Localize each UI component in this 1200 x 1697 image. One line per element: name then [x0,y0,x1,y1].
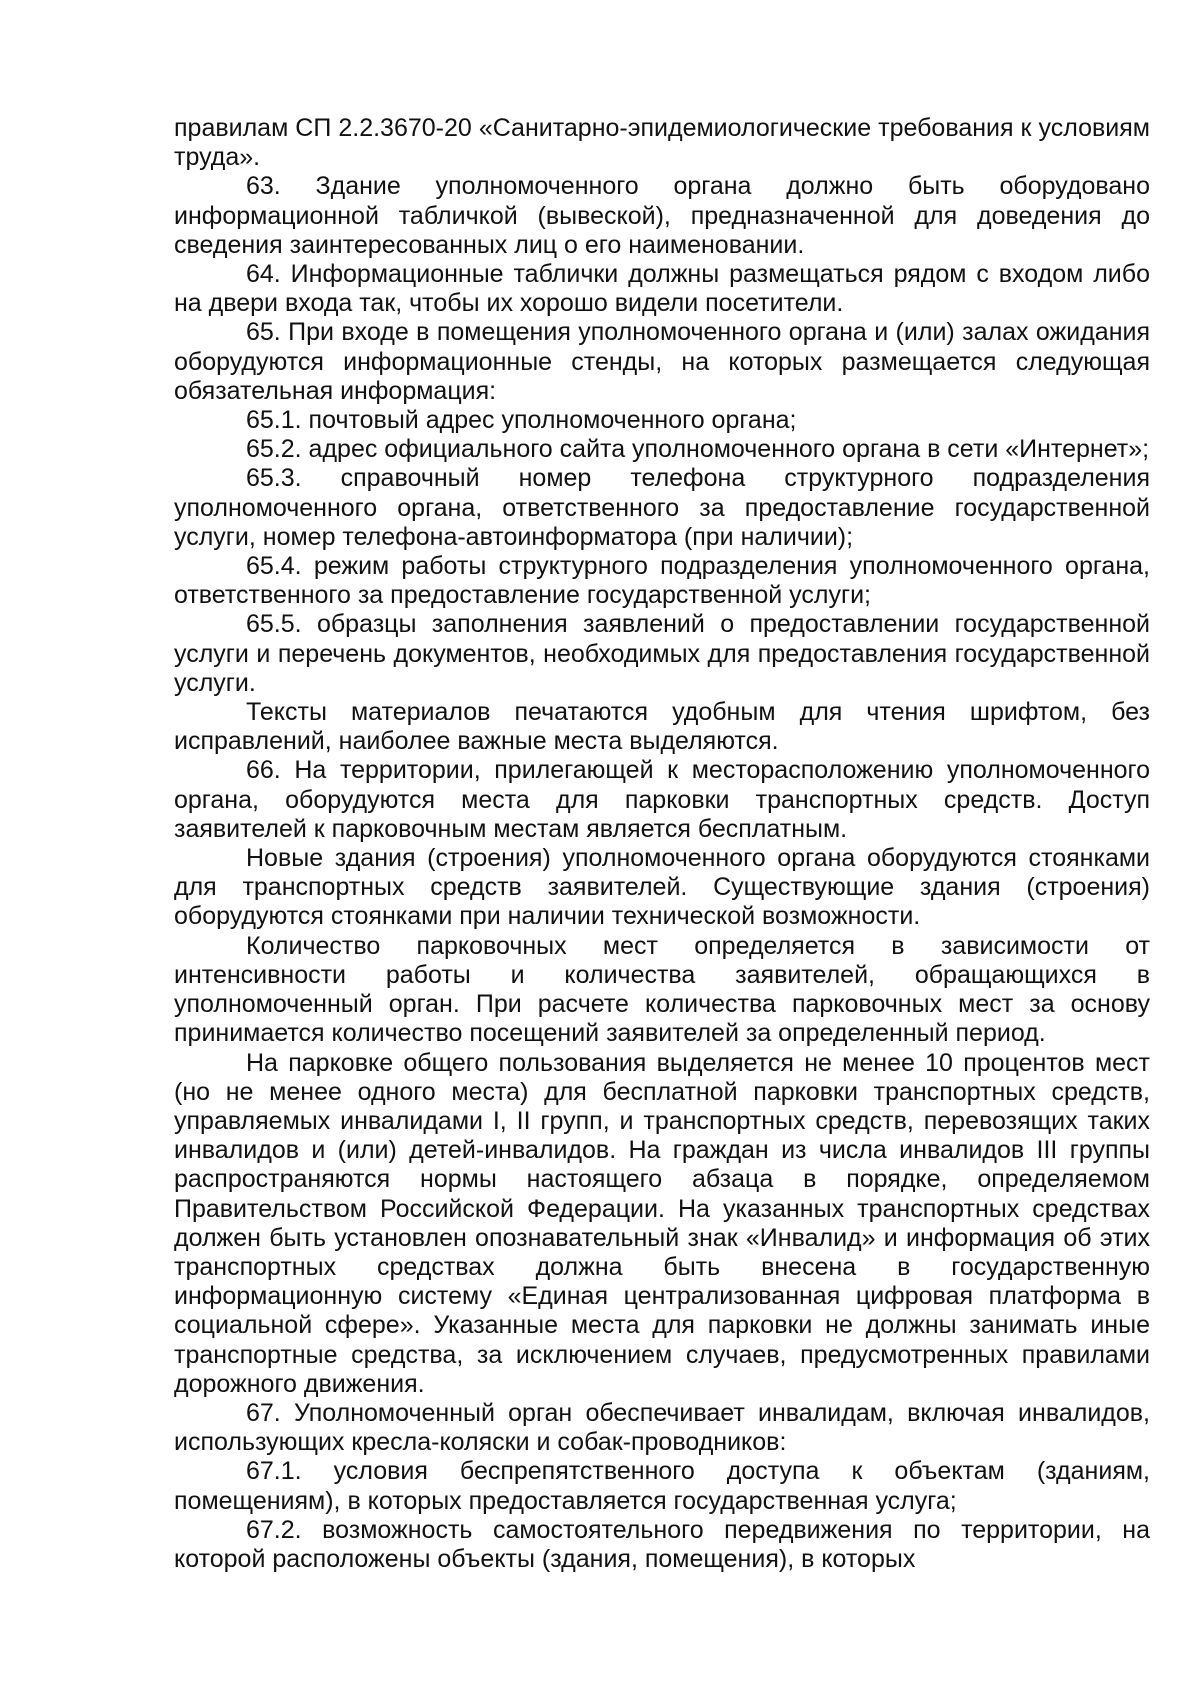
paragraph-66: 66. На территории, прилегающей к месторасположению уполномоченного органа, оборудуются места для парковки транспортных средств. Доступ заявителей к парковочным местам является бесплатным. [174,756,1150,843]
paragraph-67-1: 67.1. условия беспрепятственного доступа к объектам (зданиям, помещениям), в которых предоставляется государственная услуга; [174,1457,1150,1515]
paragraph-new-buildings: Новые здания (строения) уполномоченного органа оборудуются стоянками для транспортных средств заявителей. Существующие здания (строения) оборудуются стоянками при наличии технической возможности. [174,844,1150,931]
paragraph-parking-count: Количество парковочных мест определяется в зависимости от интенсивности работы и количества заявителей, обращающихся в уполномоченный орган. При расчете количества парковочных мест за основу принимается количество посещений заявителей за определенный период. [174,931,1150,1048]
paragraph-65-1: 65.1. почтовый адрес уполномоченного органа; [246,406,797,435]
paragraph-65-4: 65.4. режим работы структурного подразделения уполномоченного органа, ответственного за предоставление государственной услуги; [174,552,1150,610]
paragraph-65-2: 65.2. адрес официального сайта уполномоченного органа в сети «Интернет»; [246,435,1150,464]
paragraph-67: 67. Уполномоченный орган обеспечивает инвалидам, включая инвалидов, использующих кресла-коляски и собак-проводников: [174,1398,1150,1457]
paragraph-continuation: правилам СП 2.2.3670-20 «Санитарно-эпидемиологические требования к условиям труда». [174,114,1150,172]
paragraph-disabled-parking: На парковке общего пользования выделяется не менее 10 процентов мест (но не менее одного места) для бесплатной парковки транспортных средств, управляемых инвалидами I, II групп, и транспортных средств, перевозящих таких инвалидов и (или) детей-инвалидов. На граждан из числа инвалидов III группы распространяются нормы настоящего абзаца в порядке, определяемом Правительством Российской Федерации. На указанных транспортных средствах должен быть установлен опознавательный знак «Инвалид» и информация об этих транспортных средствах должна быть внесена в государственную информационную систему «Единая централизованная цифровая платформа в социальной сфере». Указанные места для парковки не должны занимать иные транспортные средства, за исключением случаев, предусмотренных правилами дорожного движения. [174,1048,1150,1398]
paragraph-65-5: 65.5. образцы заполнения заявлений о предоставлении государственной услуги и перечень документов, необходимых для предоставления государственной услуги. [174,610,1150,697]
paragraph-63: 63. Здание уполномоченного органа должно быть оборудовано информационной табличкой (вывеской), предназначенной для доведения до сведения заинтересованных лиц о его наименовании. [174,172,1150,259]
paragraph-65: 65. При входе в помещения уполномоченного органа и (или) залах ожидания оборудуются информационные стенды, на которых размещается следующая обязательная информация: [174,318,1150,405]
document-page [174,114,1150,1574]
paragraph-67-2: 67.2. возможность самостоятельного передвижения по территории, на которой расположены объекты (здания, помещения), в которых [174,1515,1150,1573]
paragraph-texts-note: Тексты материалов печатаются удобным для чтения шрифтом, без исправлений, наиболее важные места выделяются. [174,698,1150,756]
paragraph-64: 64. Информационные таблички должны размещаться рядом с входом либо на двери входа так, чтобы их хорошо видели посетители. [174,260,1150,318]
paragraph-65-3: 65.3. справочный номер телефона структурного подразделения уполномоченного органа, ответственного за предоставление государственной услуги, номер телефона-автоинформатора (при наличии); [174,464,1150,551]
